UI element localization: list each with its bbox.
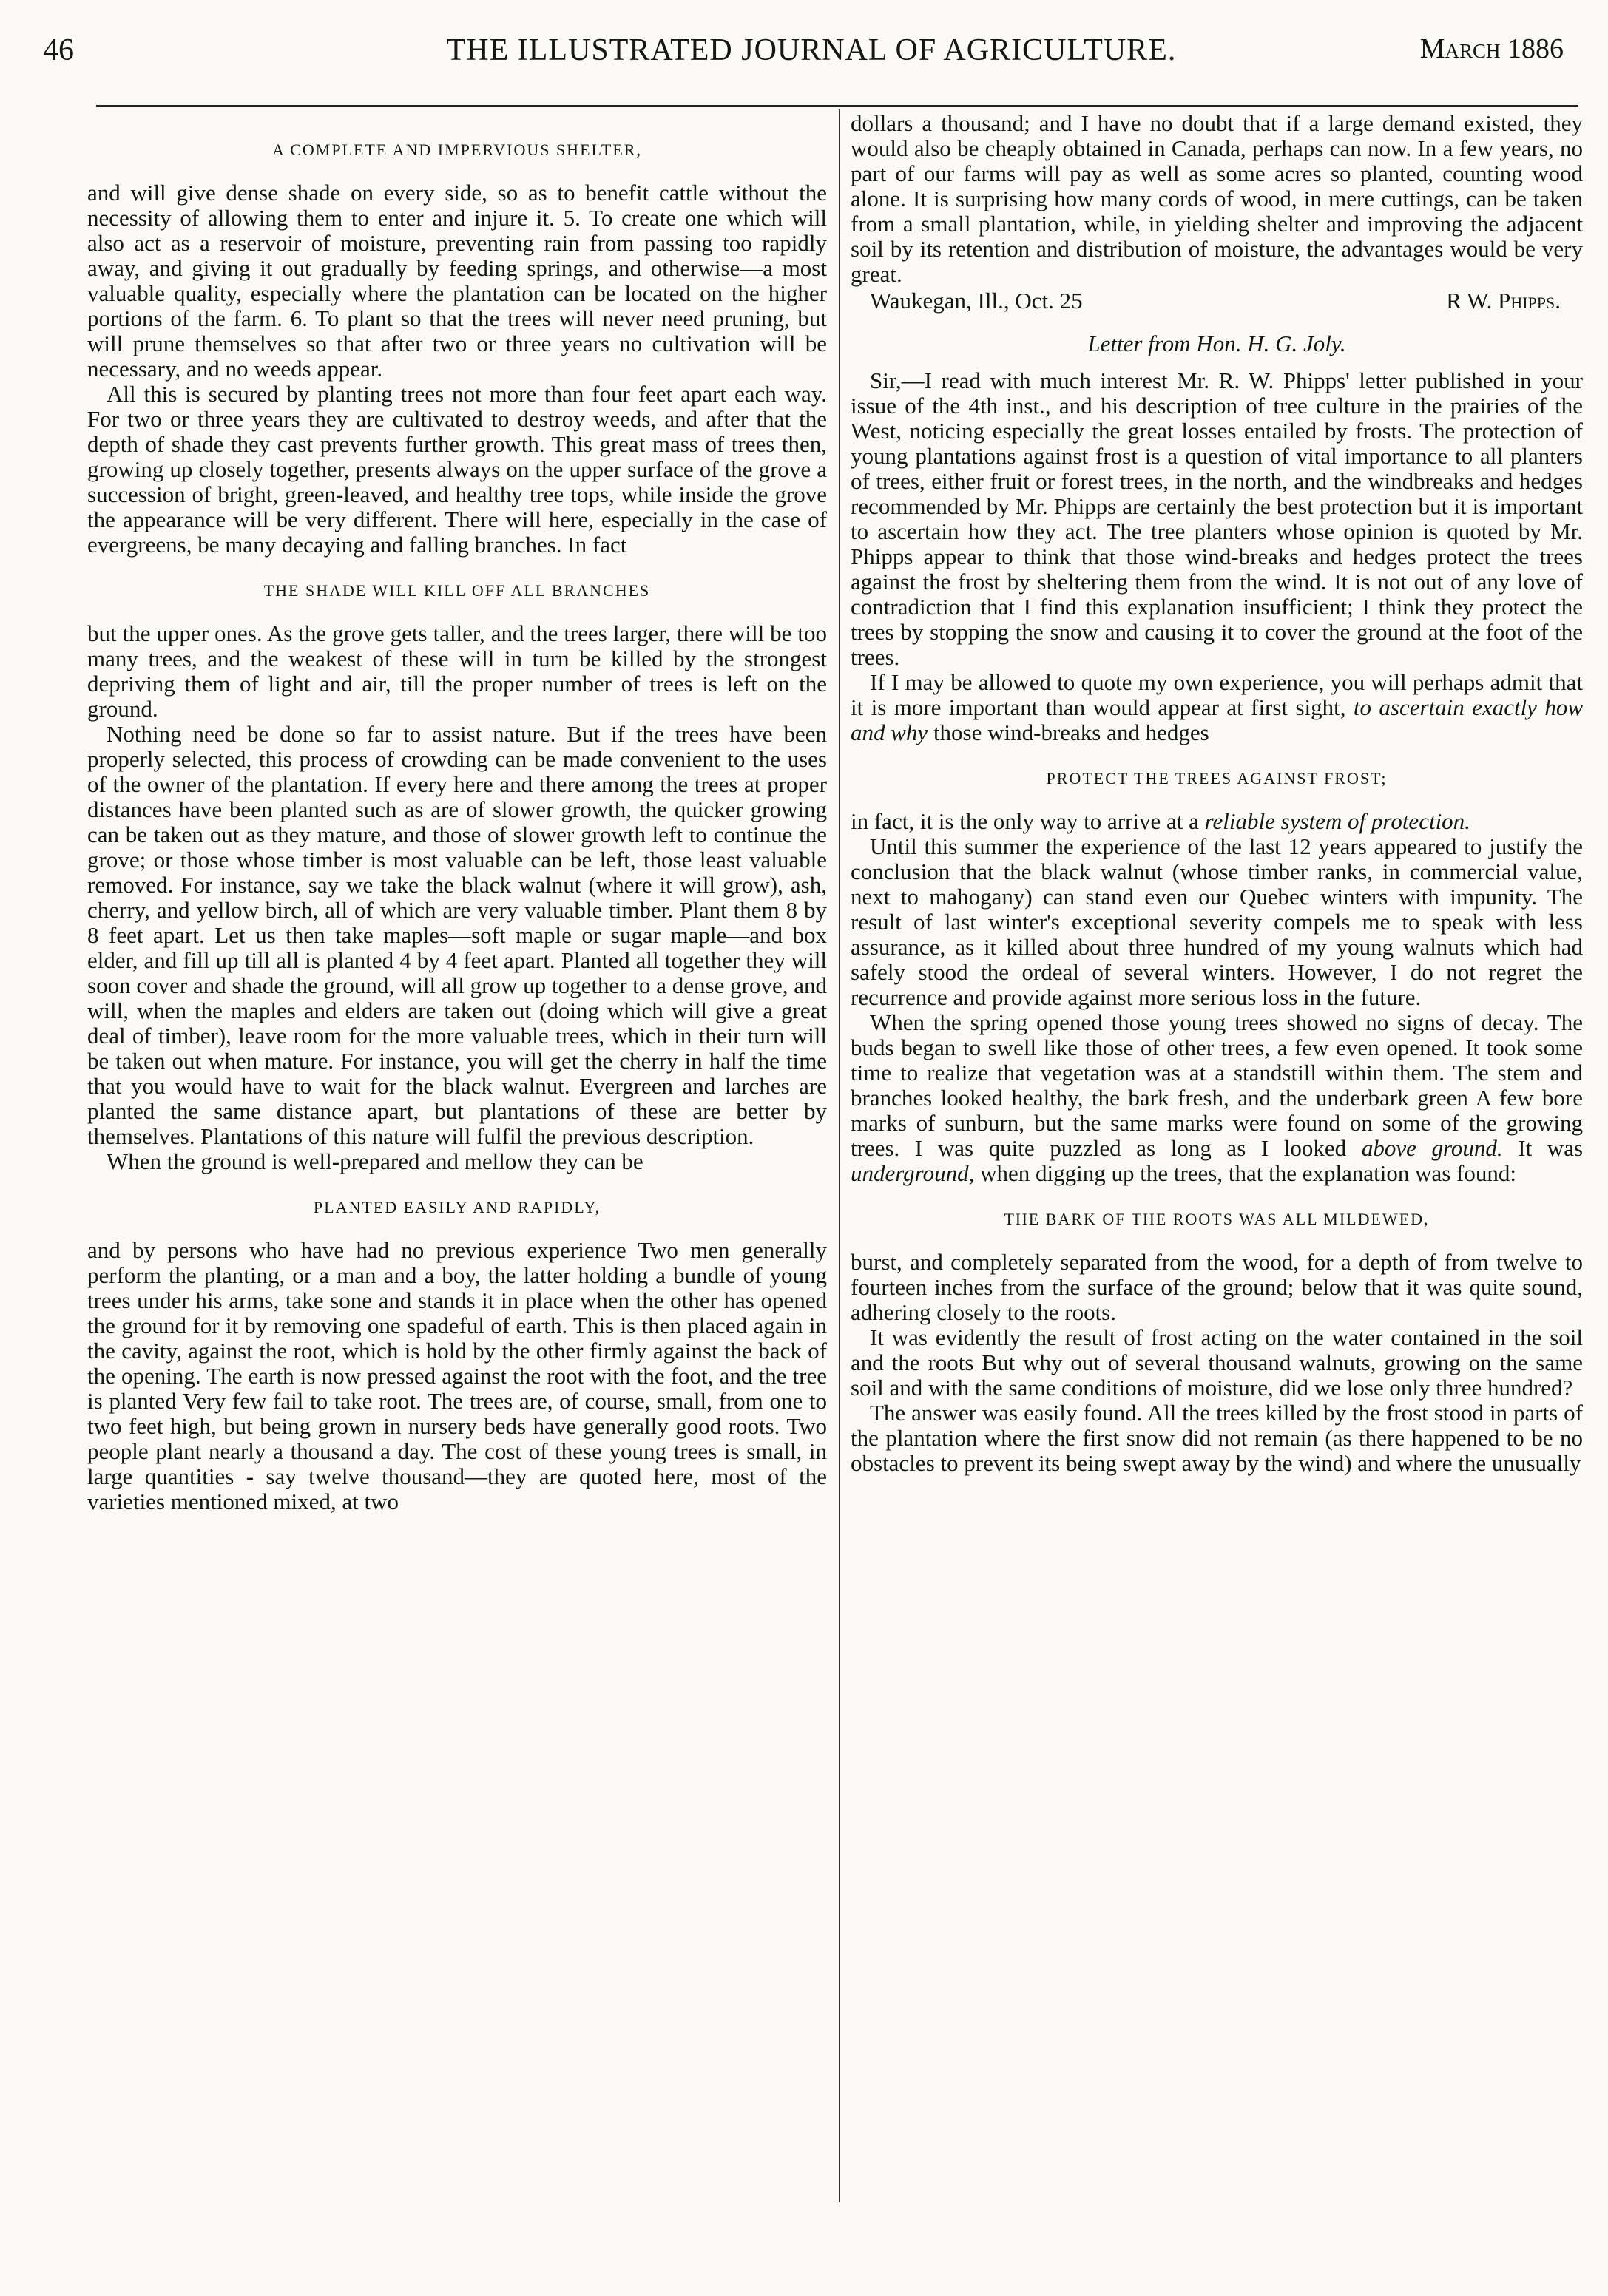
page-header (37, 19, 1586, 78)
emphasis: reliable system of protection. (1204, 808, 1470, 834)
paragraph: Until this summer the experience of the last 12 years appeared to justify the conclusion that the black walnut (whose timber ranks, in commercial value, next to mahogany) can stand even our Quebec winters with impunity. The result of last winter's exceptional severity compels me to speak with less assurance, as it killed about three hundred of my young walnuts which had safely stood the ordeal of several winters. However, I do not regret the recurrence and provide against more serious loss in the future. (851, 833, 1583, 1010)
letter-title: Letter from Hon. H. G. Joly. (1087, 331, 1346, 356)
paragraph: The answer was easily found. All the trees killed by the frost stood in parts of the plantation where the first snow did not remain (as there happened to be no obstacles to prevent its being swept away by the wind) and where the unusually (851, 1400, 1583, 1476)
paragraph: and will give dense shade on every side, so as to benefit cattle without the necessity of allowing them to enter and injure it. 5. To create one which will also act as a reservoir of moisture, preventing rain from passing too rapidly away, and giving it out gradually by feeding springs, and otherwise—a most valuable quality, especially where the plantation can be located on the higher portions of the farm. 6. To plant so that the trees will never need pruning, but will prune themselves so that after two or three years no cultivation will be necessary, and no weeds appear. (87, 180, 827, 382)
text-run: in fact, it is the only way to arrive at a (851, 808, 1199, 834)
paragraph: burst, and completely separated from the wood, for a depth of from twelve to fourteen inches from the surface of the ground; below that it was quite sound, adhering closely to the roots. (851, 1249, 1583, 1325)
subheading-shade: THE SHADE WILL KILL OFF ALL BRANCHES (263, 581, 651, 600)
header-rule (96, 105, 1578, 107)
paragraph: Nothing need be done so far to assist nature. But if the trees have been properly selected, this process of crowding can be made convenient to the uses of the owner of the plantation. If every here and there among the trees at proper distances have been planted such as are of slower growth, the quicker growing can be taken out as they mature, and those of slower growth left to continue the grove; or those whose timber is most valuable can be left, those least valuable removed. For instance, say we take the black walnut (where it will grow), ash, cherry, and yellow birch, all of which are very valuable timber. Plant them 8 by 8 feet apart. Let us then take maples—soft maple or sugar maple—and box elder, and fill up till all is planted 4 by 4 feet apart. Planted all together they will soon cover and shade the ground, will all grow up together to a dense grove, and will, when the maples and elders are taken out (doing which will give a great deal of timber), leave room for the more valuable trees, which in their turn will be taken out when mature. For instance, you will get the cherry in half the time that you would have to wait for the black walnut. Evergreen and larches are planted the same distance apart, but plantations of these are better by themselves. Plantations of this nature will fulfil the previous description. (87, 721, 827, 1149)
issue-date: March 1886 (1419, 33, 1564, 64)
paragraph (851, 670, 1583, 745)
emphasis: underground, (851, 1160, 975, 1186)
paragraph: It was evidently the result of frost acting on the water contained in the soil and the roots But why out of several thousand walnuts, growing on the same soil and with the same conditions of moisture, did we lose only three hundred? (851, 1324, 1583, 1401)
text-run: If I may be allowed to quote my own experience, you will perhaps admit that it is more important than would appear at first sight, (851, 669, 1583, 720)
signature-author: R W. Phipps. (1446, 288, 1561, 314)
emphasis: to ascertain exactly how and why (851, 694, 1584, 745)
signature-place: Waukegan, Ill., Oct. 25 (870, 288, 1083, 314)
column-divider (839, 109, 840, 2202)
text-run: those wind-breaks and hedges (933, 719, 1209, 745)
subheading-protect: PROTECT THE TREES AGAINST FROST; (1046, 769, 1388, 788)
paragraph (851, 1010, 1583, 1186)
subheading-bark: THE BARK OF THE ROOTS WAS ALL MILDEWED, (1004, 1210, 1430, 1228)
subheading-shelter: A COMPLETE AND IMPERVIOUS SHELTER, (272, 140, 642, 159)
paragraph: Sir,—I read with much interest Mr. R. W. Phipps' letter published in your issue of the 4th inst., and his description of tree culture in the prairies of the West, noticing especially the great losses entailed by frosts. The protection of young plantations against frost is a question of vital importance to all planters of trees, either fruit or forest trees, in the north, and the windbreaks and hedges recommended by Mr. Phipps are certainly the best protection but it is important to ascertain how they act. The tree planters whose opinion is quoted by Mr. Phipps appear to think that those wind-breaks and hedges protect the trees against the frost by sheltering them from the wind. It is not out of any love of contradiction that I find this explanation insufficient; I think they protect the trees by stopping the snow and causing it to cover the ground at the foot of the trees. (851, 368, 1583, 670)
emphasis: above ground. (1361, 1135, 1503, 1161)
paragraph (851, 809, 1583, 834)
paragraph: All this is secured by planting trees not more than four feet apart each way. For two or three years they are cultivated to destroy weeds, and after that the depth of shade they cast prevents further growth. This great mass of trees then, growing up closely together, presents always on the upper surface of the grove a succession of bright, green-leaved, and healthy tree tops, while inside the grove the appearance will be very different. There will here, especially in the case of evergreens, be many decaying and falling branches. In fact (87, 381, 827, 558)
signature-line (851, 288, 1583, 314)
page-number: 46 (43, 33, 74, 67)
paragraph: but the upper ones. As the grove gets taller, and the trees larger, there will be too many trees, and the weakest of these will in turn be killed by the strongest depriving them of light and air, till the proper number of trees is left on the ground. (87, 620, 827, 722)
text-run: when digging up the trees, that the explanation was found: (980, 1160, 1516, 1186)
text-run: It was (1518, 1135, 1584, 1161)
left-column (87, 111, 827, 1514)
right-column (851, 111, 1583, 1476)
journal-title: THE ILLUSTRATED JOURNAL OF AGRICULTURE. (446, 33, 1177, 67)
paragraph: When the ground is well-prepared and mellow they can be (107, 1148, 643, 1174)
paragraph: and by persons who have had no previous experience Two men generally perform the planting, or a man and a boy, the latter holding a bundle of young trees under his arms, take sone and stands it in place when the other has opened the ground for it by removing one spadeful of earth. This is then placed again in the cavity, against the root, which is hold by the other firmly against the back of the opening. The earth is now pressed against the root with the foot, and the tree is planted Very few fail to take root. The trees are, of course, small, from one to two feet high, but being grown in nursery beds have generally good roots. Two people plant nearly a thousand a day. The cost of these young trees is small, in large quantities - say twelve thousand—they are quoted here, most of the varieties mentioned mixed, at two (87, 1237, 827, 1514)
subheading-planted: PLANTED EASILY AND RAPIDLY, (313, 1198, 601, 1216)
paragraph: dollars a thousand; and I have no doubt that if a large demand existed, they would also be cheaply obtained in Canada, perhaps can now. In a few years, no part of our farms will pay as well as some acres so planted, counting wood alone. It is surprising how many cords of wood, in mere cuttings, can be taken from a small plantation, while, in yielding shelter and improving the adjacent soil by its retention and distribution of moisture, the advantages would be very great. (851, 110, 1583, 287)
text-run: When the spring opened those young trees showed no signs of decay. The buds began to swell like those of other trees, a few even opened. It took some time to realize that vegetation was at a standstill within them. The stem and branches looked healthy, the bark fresh, and the underbark green A few bore marks of sunburn, but the same marks were found on some of the growing trees. I was quite puzzled as long as I looked (851, 1009, 1583, 1161)
